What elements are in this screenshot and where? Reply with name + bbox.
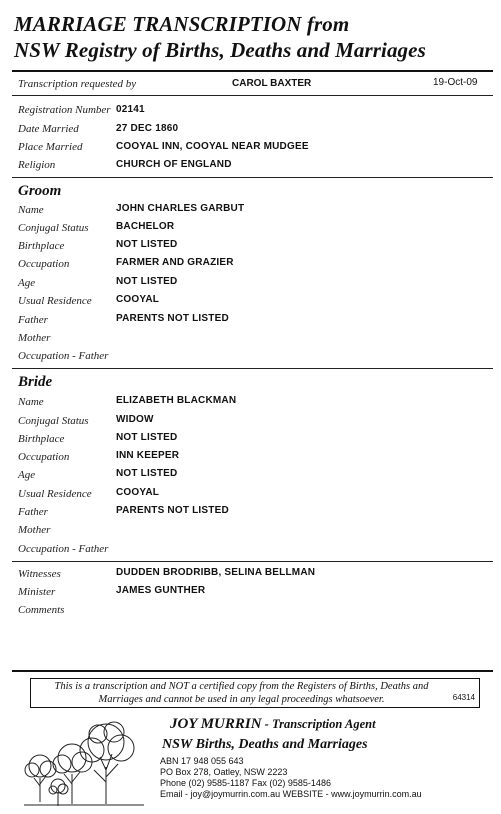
reference-code: 64314 (452, 693, 475, 702)
requester-name: CAROL BAXTER (232, 78, 312, 89)
field-value: INN KEEPER (116, 450, 180, 461)
field-value: COOYAL INN, COOYAL NEAR MUDGEE (116, 141, 309, 152)
page-title: MARRIAGE TRANSCRIPTION from (14, 12, 350, 36)
abn-text: ABN 17 948 055 643 (160, 756, 244, 766)
divider (12, 70, 493, 72)
field-value: PARENTS NOT LISTED (116, 505, 229, 516)
field-value: COOYAL (116, 294, 160, 305)
agent-name: JOY MURRIN (170, 716, 262, 732)
field-label: Occupation (18, 258, 70, 270)
email-website-text: Email - joy@joymurrin.com.au WEBSITE - www.joymurrin.com.au (160, 789, 422, 799)
field-label: Occupation - Father (18, 350, 109, 362)
field-label: Name (18, 204, 44, 216)
field-label: Registration Number (18, 104, 111, 116)
field-label: Father (18, 506, 48, 518)
phone-fax-text: Phone (02) 9585-1187 Fax (02) 9585-1486 (160, 778, 331, 788)
field-value: PARENTS NOT LISTED (116, 313, 229, 324)
field-label: Usual Residence (18, 488, 92, 500)
field-value: NOT LISTED (116, 239, 178, 250)
field-value: CHURCH OF ENGLAND (116, 159, 232, 170)
field-label: Comments (18, 604, 65, 616)
field-value: FARMER AND GRAZIER (116, 257, 234, 268)
page-subtitle: NSW Registry of Births, Deaths and Marriages (14, 38, 426, 62)
field-label: Occupation (18, 451, 70, 463)
field-value: 02141 (116, 104, 145, 115)
field-value: WIDOW (116, 414, 154, 425)
field-value: DUDDEN BRODRIBB, SELINA BELLMAN (116, 567, 316, 578)
field-label: Place Married (18, 141, 83, 153)
trees-logo-icon (14, 712, 154, 808)
field-label: Mother (18, 332, 51, 344)
field-label: Father (18, 314, 48, 326)
field-label: Religion (18, 159, 56, 171)
field-label: Age (18, 277, 36, 289)
divider (12, 670, 493, 672)
field-label: Date Married (18, 123, 79, 135)
disclaimer-box (30, 678, 480, 708)
divider (12, 95, 493, 96)
agent-subtitle: NSW Births, Deaths and Marriages (162, 737, 368, 752)
requested-by-label: Transcription requested by (18, 78, 137, 90)
agent-heading (170, 716, 376, 733)
field-value: COOYAL (116, 487, 160, 498)
field-label: Conjugal Status (18, 415, 89, 427)
field-label: Occupation - Father (18, 543, 109, 555)
divider (12, 561, 493, 562)
field-label: Age (18, 469, 36, 481)
field-label: Usual Residence (18, 295, 92, 307)
request-date: 19-Oct-09 (433, 77, 478, 88)
divider (12, 368, 493, 369)
divider (12, 177, 493, 178)
field-label: Minister (18, 586, 56, 598)
field-value: NOT LISTED (116, 276, 178, 287)
section-heading-groom: Groom (18, 183, 62, 199)
disclaimer-text: This is a transcription and NOT a certified copy from the Registers of Births, Deaths and Marriages and cannot be used in any legal proceedings whatsoever. (54, 681, 429, 705)
field-value: NOT LISTED (116, 468, 178, 479)
field-label: Birthplace (18, 433, 65, 445)
field-label: Birthplace (18, 240, 65, 252)
section-heading-bride: Bride (18, 374, 53, 390)
field-value: BACHELOR (116, 221, 175, 232)
field-label: Conjugal Status (18, 222, 89, 234)
field-value: 27 DEC 1860 (116, 123, 179, 134)
field-value: NOT LISTED (116, 432, 178, 443)
address-text: PO Box 278, Oatley, NSW 2223 (160, 767, 288, 777)
field-label: Witnesses (18, 568, 61, 580)
field-label: Name (18, 396, 44, 408)
field-value: JAMES GUNTHER (116, 585, 206, 596)
field-label: Mother (18, 524, 51, 536)
agent-role: - Transcription Agent (261, 717, 376, 731)
field-value: ELIZABETH BLACKMAN (116, 395, 237, 406)
field-value: JOHN CHARLES GARBUT (116, 203, 245, 214)
